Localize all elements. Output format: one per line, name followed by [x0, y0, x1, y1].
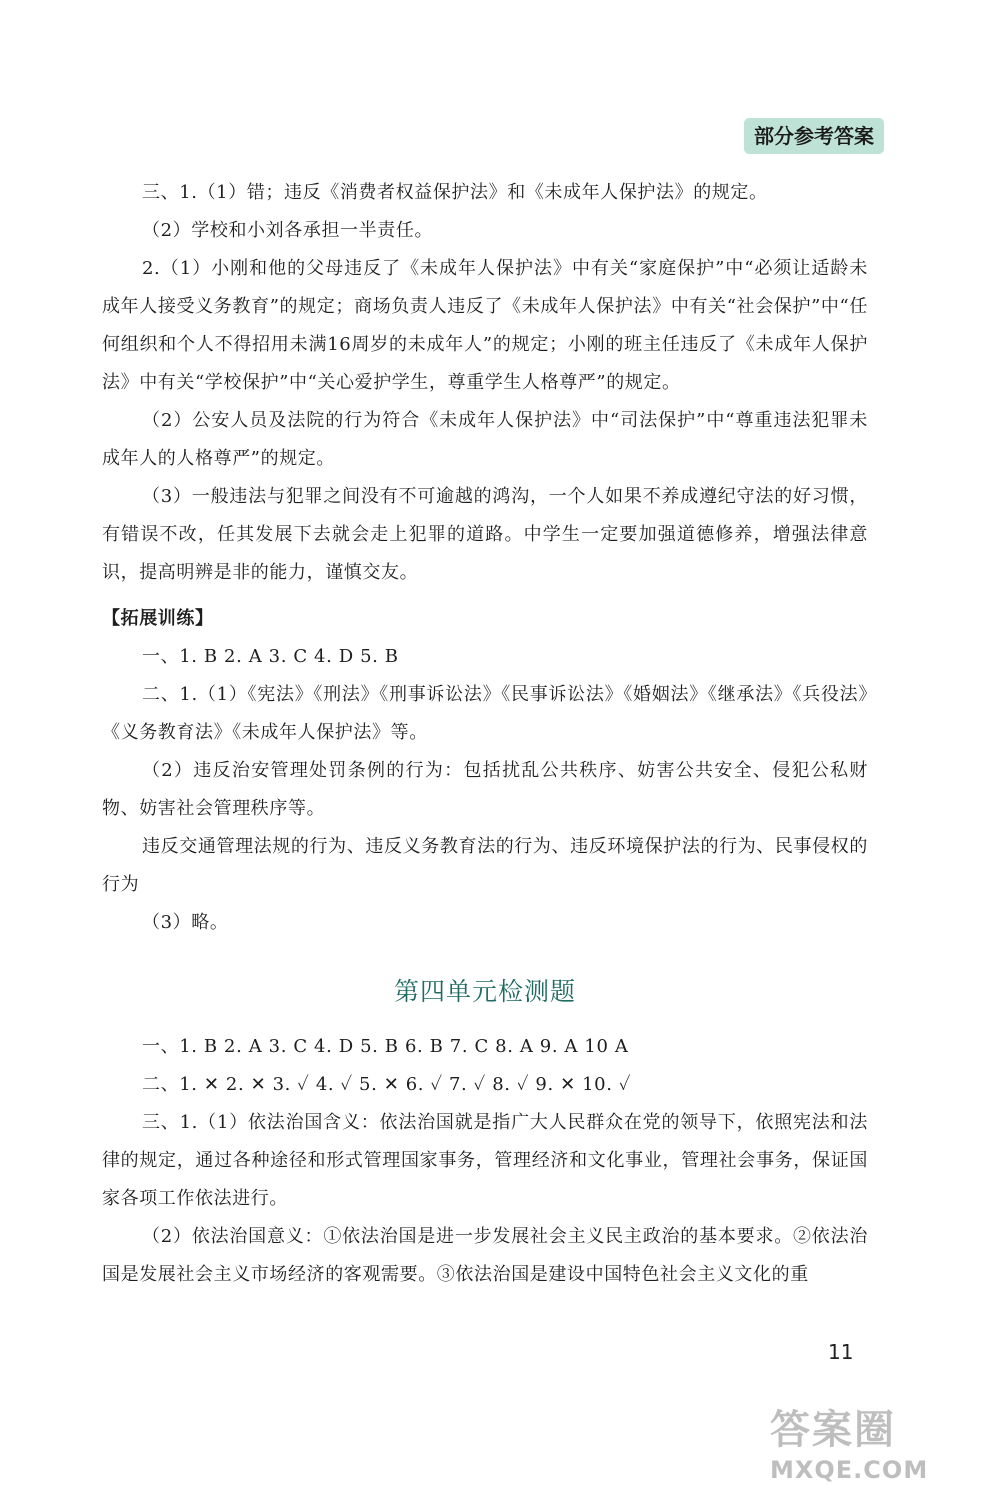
paragraph-1: 三、1.（1）错；违反《消费者权益保护法》和《未成年人保护法》的规定。	[142, 182, 768, 203]
watermark-bottom-text: MXQE.COM	[770, 1456, 929, 1484]
paragraph-5: （3）一般违法与犯罪之间没有不可逾越的鸿沟，一个人如果不养成遵纪守法的好习惯，有错误不改，任其发展下去就会走上犯罪的道路。中学生一定要加强道德修养，增强法律意识，提高明辨是非的能力，谨慎交友。	[102, 486, 868, 583]
unit-title: 第四单元检测题	[393, 977, 576, 1006]
paragraph-14: （2）依法治国意义：①依法治国是进一步发展社会主义民主政治的基本要求。②依法治国是发展社会主义市场经济的客观需要。③依法治国是建设中国特色社会主义文化的重	[102, 1226, 868, 1285]
paragraph-7: 二、1.（1）《宪法》《刑法》《刑事诉讼法》《民事诉讼法》《婚姻法》《继承法》《兵役法》《义务教育法》《未成年人保护法》等。	[102, 684, 868, 743]
section-header-badge: 部分参考答案	[744, 118, 884, 154]
paragraph-4: （2）公安人员及法院的行为符合《未成年人保护法》中“司法保护”中“尊重违法犯罪未成年人的人格尊严”的规定。	[102, 410, 868, 469]
answer-content	[102, 174, 868, 1294]
watermark-logo	[760, 1398, 990, 1488]
section-label-extension-training: 【拓展训练】	[102, 608, 214, 629]
paragraph-12: 二、1. ✕ 2. ✕ 3. ✓ 4. ✓ 5. ✕ 6. ✓ 7. ✓ 8. ✓ 9. ✕ 10. ✓	[142, 1074, 632, 1095]
page-number: 11	[828, 1340, 854, 1364]
paragraph-8: （2）违反治安管理处罚条例的行为：包括扰乱公共秩序、妨害公共安全、侵犯公私财物、妨害社会管理秩序等。	[102, 760, 868, 819]
paragraph-10: （3）略。	[142, 912, 229, 933]
paragraph-3: 2.（1）小刚和他的父母违反了《未成年人保护法》中有关“家庭保护”中“必须让适龄未成年人接受义务教育”的规定；商场负责人违反了《未成年人保护法》中有关“社会保护”中“任何组织和个人不得招用未满16周岁的未成年人”的规定；小刚的班主任违反了《未成年人保护法》中有关“学校保护”中“关心爱护学生，尊重学生人格尊严”的规定。	[102, 258, 868, 393]
paragraph-2: （2）学校和小刘各承担一半责任。	[142, 220, 434, 241]
paragraph-9: 违反交通管理法规的行为、违反义务教育法的行为、违反环境保护法的行为、民事侵权的行为	[102, 836, 868, 895]
paragraph-11: 一、1. B 2. A 3. C 4. D 5. B 6. B 7. C 8. A 9. A 10 A	[142, 1036, 629, 1057]
paragraph-6: 一、1. B 2. A 3. C 4. D 5. B	[142, 646, 399, 667]
watermark-top-text: 答案圈	[770, 1407, 896, 1453]
paragraph-13: 三、1.（1）依法治国含义：依法治国就是指广大人民群众在党的领导下，依照宪法和法律的规定，通过各种途径和形式管理国家事务，管理经济和文化事业，管理社会事务，保证国家各项工作依法进行。	[102, 1112, 868, 1209]
